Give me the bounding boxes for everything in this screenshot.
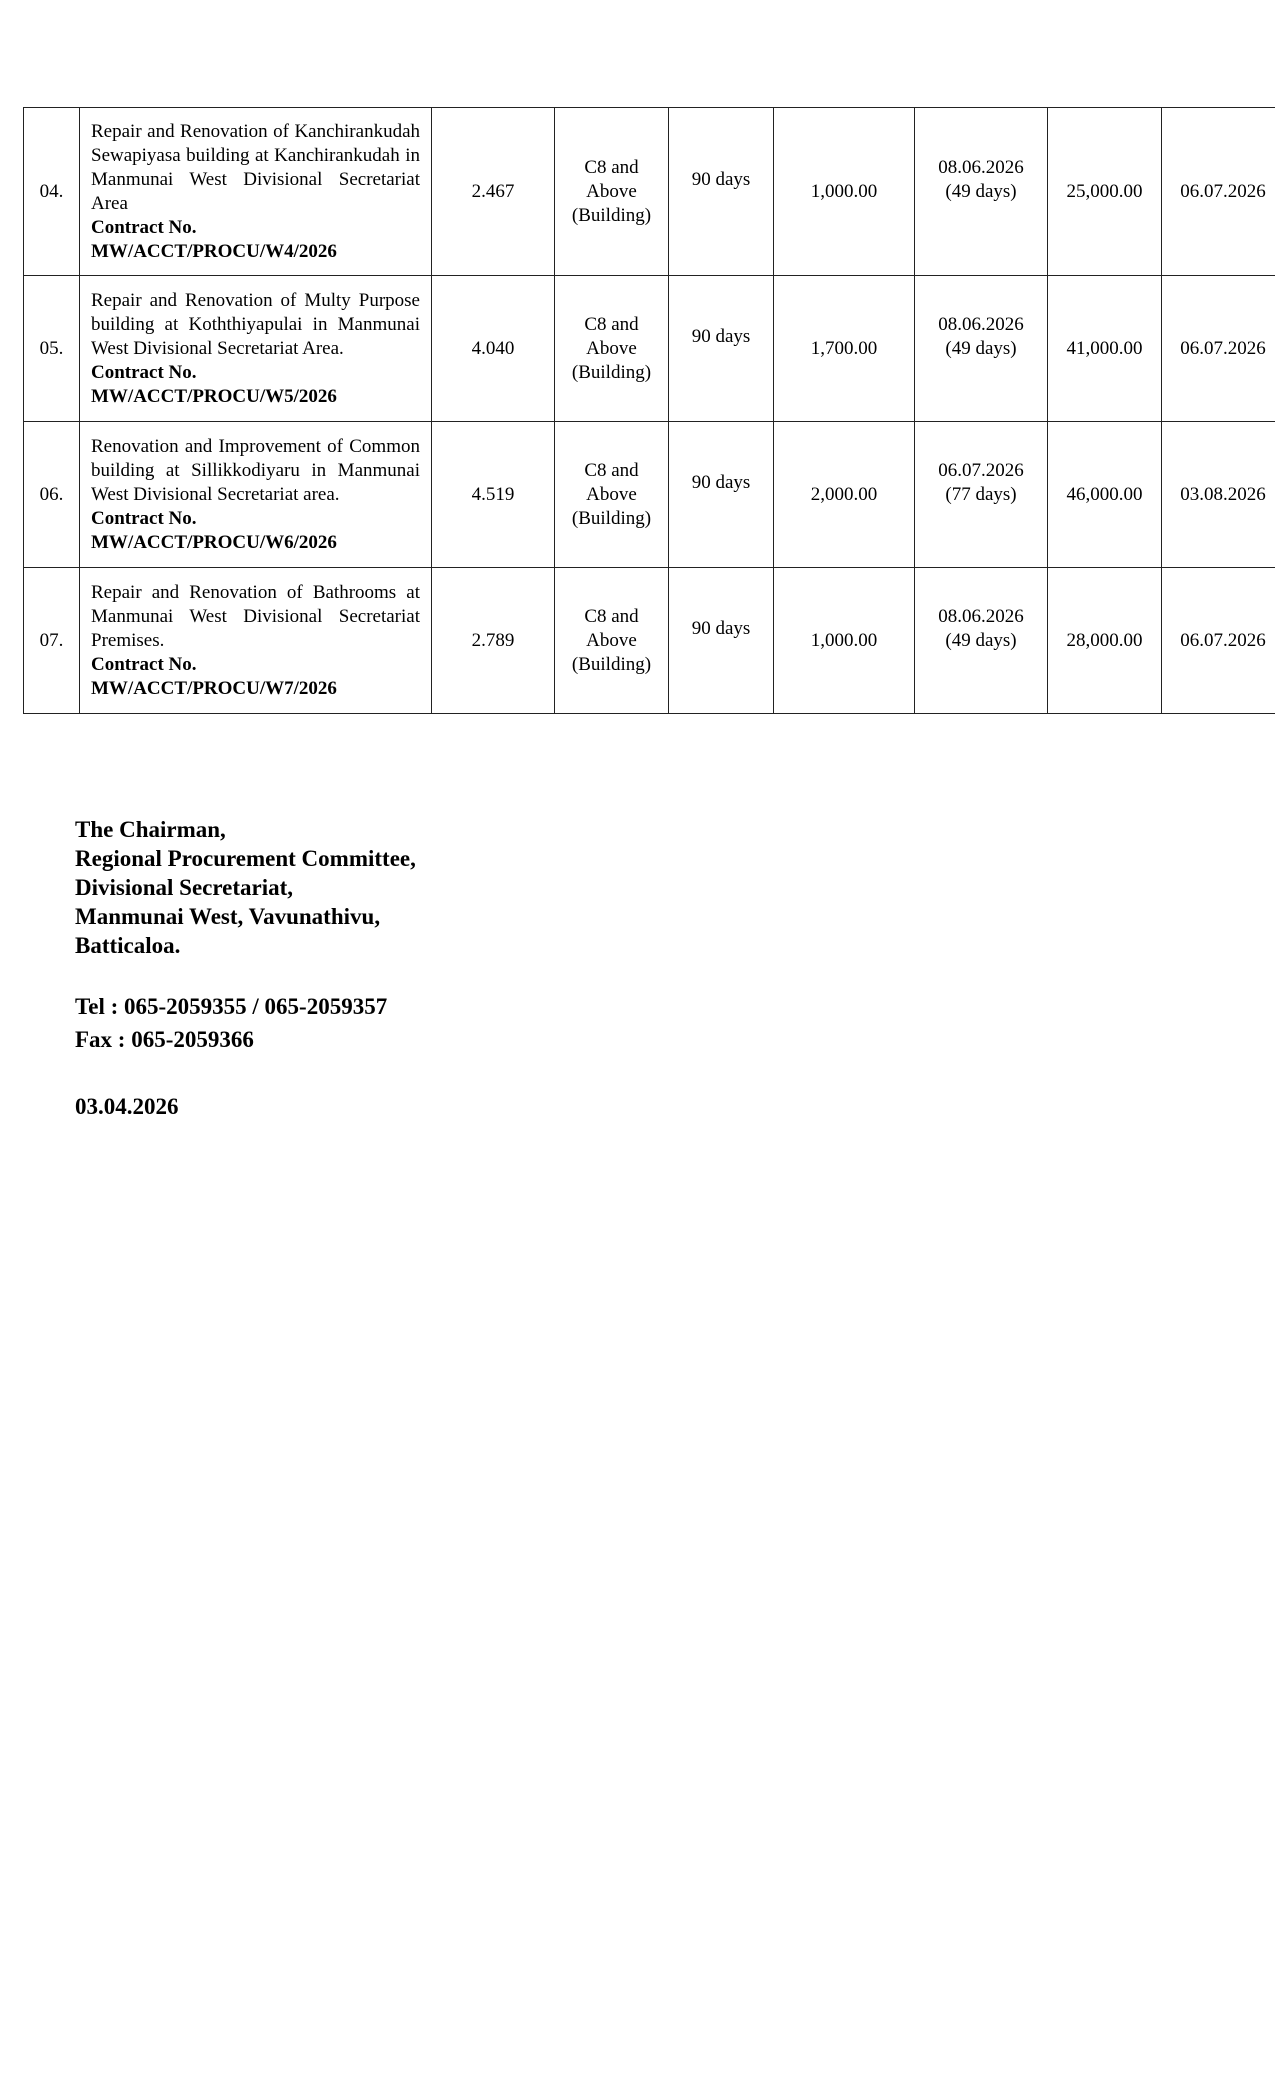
bid-security: 41,000.00 xyxy=(1048,276,1162,422)
contract-label: Contract No. xyxy=(91,653,197,675)
table-row xyxy=(24,108,1275,276)
estimate-value: 4.040 xyxy=(432,276,555,422)
work-description-cell xyxy=(80,422,432,568)
grade-line: C8 and xyxy=(584,459,639,481)
validity-date: 03.08.2026 xyxy=(1162,422,1275,568)
grade-cell xyxy=(555,108,669,276)
address-block xyxy=(75,815,416,960)
contract-label: Contract No. xyxy=(91,507,197,529)
row-number: 05. xyxy=(24,276,80,422)
estimate-value: 4.519 xyxy=(432,422,555,568)
estimate-value: 2.467 xyxy=(432,108,555,276)
row-number: 07. xyxy=(24,568,80,714)
period-cell xyxy=(669,276,774,422)
notice-date: 03.04.2026 xyxy=(75,1094,179,1119)
validity-date: 06.07.2026 xyxy=(1162,108,1275,276)
estimate-value: 2.789 xyxy=(432,568,555,714)
contact-block xyxy=(75,990,387,1056)
closing-days: (77 days) xyxy=(945,483,1017,505)
closing-cell xyxy=(915,422,1048,568)
work-description-cell xyxy=(80,108,432,276)
grade-line: C8 and xyxy=(584,313,639,335)
grade-cell xyxy=(555,276,669,422)
contract-period: 90 days xyxy=(691,471,751,493)
period-cell xyxy=(669,422,774,568)
closing-days: (49 days) xyxy=(945,337,1017,359)
address-line: Manmunai West, Vavunathivu, xyxy=(75,904,381,929)
closing-days: (49 days) xyxy=(945,180,1017,202)
grade-line: (Building) xyxy=(571,204,652,226)
work-description-cell xyxy=(80,568,432,714)
document-fee: 1,700.00 xyxy=(774,276,915,422)
telephone-numbers: Tel : 065-2059355 / 065-2059357 xyxy=(75,994,388,1019)
closing-date: 06.07.2026 xyxy=(938,459,1024,481)
closing-cell xyxy=(915,568,1048,714)
contract-period: 90 days xyxy=(691,325,751,347)
grade-line: Above xyxy=(586,483,637,505)
validity-date: 06.07.2026 xyxy=(1162,568,1275,714)
work-description-cell xyxy=(80,276,432,422)
fax-number: Fax : 065-2059366 xyxy=(75,1027,254,1052)
work-description: Repair and Renovation of Multy Purpose building at Koththiyapulai in Manmunai West Divisional Secretariat Area. xyxy=(91,289,420,359)
grade-line: C8 and xyxy=(584,156,639,178)
grade-cell xyxy=(555,568,669,714)
grade-line: (Building) xyxy=(571,653,652,675)
contract-label: Contract No. xyxy=(91,361,197,383)
contract-number: MW/ACCT/PROCU/W5/2026 xyxy=(91,385,337,407)
contract-period: 90 days xyxy=(691,617,751,639)
table-row xyxy=(24,568,1275,714)
contract-number: MW/ACCT/PROCU/W6/2026 xyxy=(91,531,337,553)
grade-line: Above xyxy=(586,180,637,202)
address-line: Regional Procurement Committee, xyxy=(75,846,416,871)
work-description: Renovation and Improvement of Common building at Sillikkodiyaru in Manmunai West Divisional Secretariat area. xyxy=(91,435,420,505)
document-fee: 2,000.00 xyxy=(774,422,915,568)
tender-table xyxy=(23,107,1275,714)
document-fee: 1,000.00 xyxy=(774,568,915,714)
closing-days: (49 days) xyxy=(945,629,1017,651)
period-cell xyxy=(669,568,774,714)
table-row xyxy=(24,276,1275,422)
grade-line: (Building) xyxy=(571,361,652,383)
row-number: 06. xyxy=(24,422,80,568)
validity-date: 06.07.2026 xyxy=(1162,276,1275,422)
bid-security: 25,000.00 xyxy=(1048,108,1162,276)
contract-number: MW/ACCT/PROCU/W4/2026 xyxy=(91,240,337,262)
table-row xyxy=(24,422,1275,568)
work-description: Repair and Renovation of Kanchirankudah Sewapiyasa building at Kanchirankudah in Manmunai West Divisional Secretariat Area xyxy=(91,120,420,214)
closing-date: 08.06.2026 xyxy=(938,156,1024,178)
address-line: Divisional Secretariat, xyxy=(75,875,294,900)
closing-date: 08.06.2026 xyxy=(938,313,1024,335)
grade-line: (Building) xyxy=(571,507,652,529)
address-line: Batticaloa. xyxy=(75,933,181,958)
document-fee: 1,000.00 xyxy=(774,108,915,276)
closing-date: 08.06.2026 xyxy=(938,605,1024,627)
contract-number: MW/ACCT/PROCU/W7/2026 xyxy=(91,677,337,699)
closing-cell xyxy=(915,276,1048,422)
grade-line: Above xyxy=(586,337,637,359)
period-cell xyxy=(669,108,774,276)
grade-line: C8 and xyxy=(584,605,639,627)
address-line: The Chairman, xyxy=(75,817,226,842)
grade-cell xyxy=(555,422,669,568)
closing-cell xyxy=(915,108,1048,276)
contract-label: Contract No. xyxy=(91,216,197,238)
row-number: 04. xyxy=(24,108,80,276)
bid-security: 28,000.00 xyxy=(1048,568,1162,714)
grade-line: Above xyxy=(586,629,637,651)
contract-period: 90 days xyxy=(691,168,751,190)
bid-security: 46,000.00 xyxy=(1048,422,1162,568)
work-description: Repair and Renovation of Bathrooms at Manmunai West Divisional Secretariat Premises. xyxy=(91,581,420,651)
